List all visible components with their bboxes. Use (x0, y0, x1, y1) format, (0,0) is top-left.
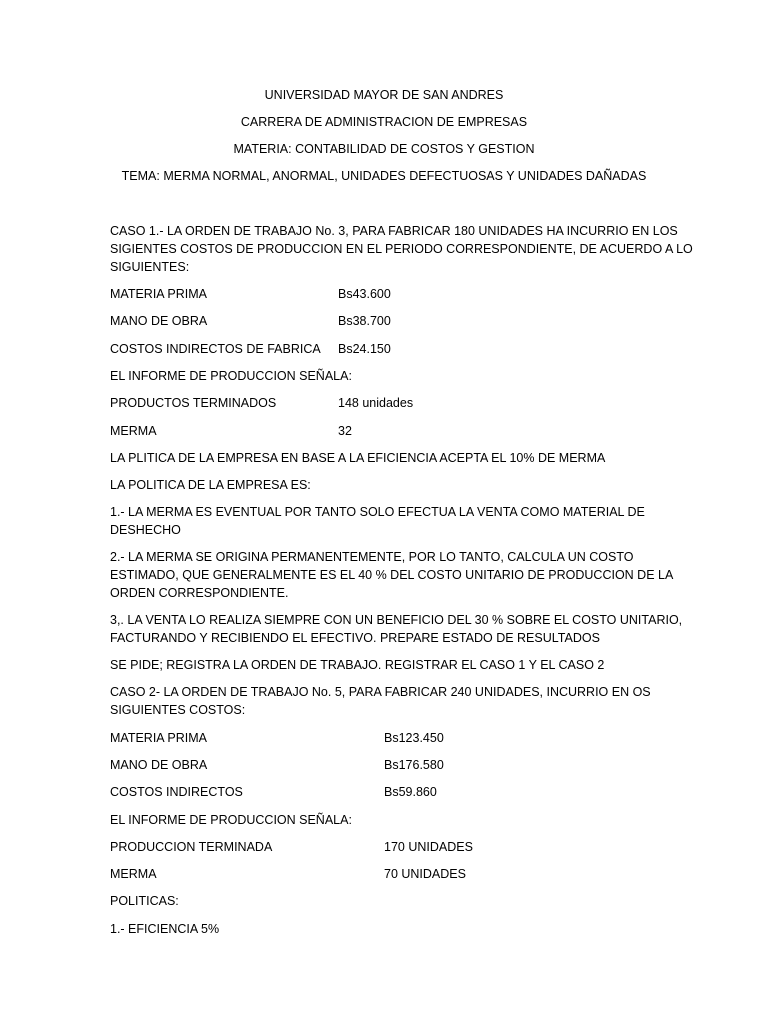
caso2-cost-value: Bs176.580 (384, 758, 444, 772)
caso1-policy2-line3: ORDEN CORRESPONDIENTE. (110, 586, 289, 600)
caso1-report-value: 148 unidades (338, 396, 414, 410)
caso1-policy1-line1: 1.- LA MERMA ES EVENTUAL POR TANTO SOLO EFECTUA LA VENTA COMO MATERIAL DE (110, 505, 645, 519)
caso2-report-title: EL INFORME DE PRODUCCION SEÑALA: (110, 813, 352, 827)
caso1-policy3-line2: FACTURANDO Y RECIBIENDO EL EFECTIVO. PREPARE ESTADO DE RESULTADOS (110, 631, 600, 645)
career-title: CARRERA DE ADMINISTRACION DE EMPRESAS (240, 115, 528, 129)
caso2-intro-line2: SIGUIENTES COSTOS: (110, 703, 246, 717)
caso1-request: SE PIDE; REGISTRA LA ORDEN DE TRABAJO. REGISTRAR EL CASO 1 Y EL CASO 2 (110, 658, 605, 672)
subject-title: MATERIA: CONTABILIDAD DE COSTOS Y GESTION (233, 142, 535, 156)
caso1-intro-line3: SIGUIENTES: (110, 260, 190, 274)
caso1-policy2-line1: 2.- LA MERMA SE ORIGINA PERMANENTEMENTE, POR LO TANTO, CALCULA UN COSTO (110, 550, 634, 564)
caso1-report-title: EL INFORME DE PRODUCCION SEÑALA: (110, 369, 352, 383)
caso1-cost-value: Bs43.600 (338, 287, 391, 301)
caso2-report-value: 70 UNIDADES (384, 867, 466, 881)
university-title: UNIVERSIDAD MAYOR DE SAN ANDRES (264, 88, 504, 102)
caso1-policy1-line2: DESHECHO (110, 523, 181, 537)
caso2-report-value: 170 UNIDADES (384, 840, 473, 854)
caso1-cost-value: Bs38.700 (338, 314, 391, 328)
caso1-cost-label: MANO DE OBRA (110, 314, 208, 328)
caso2-policy1: 1.- EFICIENCIA 5% (110, 922, 220, 936)
caso1-policy-title: LA POLITICA DE LA EMPRESA ES: (110, 478, 311, 492)
caso2-cost-label: MATERIA PRIMA (110, 731, 208, 745)
caso1-report-value: 32 (338, 424, 352, 438)
caso2-cost-label: MANO DE OBRA (110, 758, 208, 772)
caso1-cost-label: MATERIA PRIMA (110, 287, 208, 301)
topic-title: TEMA: MERMA NORMAL, ANORMAL, UNIDADES DEFECTUOSAS Y UNIDADES DAÑADAS (121, 169, 647, 183)
caso1-cost-value: Bs24.150 (338, 342, 391, 356)
caso2-intro-line1: CASO 2- LA ORDEN DE TRABAJO No. 5, PARA FABRICAR 240 UNIDADES, INCURRIO EN OS (110, 685, 651, 699)
caso2-cost-label: COSTOS INDIRECTOS (110, 785, 243, 799)
caso2-cost-value: Bs123.450 (384, 731, 444, 745)
caso2-policies-title: POLITICAS: (110, 894, 179, 908)
caso1-policy3-line1: 3,. LA VENTA LO REALIZA SIEMPRE CON UN BENEFICIO DEL 30 % SOBRE EL COSTO UNITARIO, (110, 613, 683, 627)
caso1-policy-efficiency: LA PLITICA DE LA EMPRESA EN BASE A LA EFICIENCIA ACEPTA EL 10% DE MERMA (110, 451, 606, 465)
caso2-report-label: PRODUCCION TERMINADA (110, 840, 273, 854)
caso1-report-label: PRODUCTOS TERMINADOS (110, 396, 277, 410)
caso2-report-label: MERMA (110, 867, 157, 881)
caso1-intro-line1: CASO 1.- LA ORDEN DE TRABAJO No. 3, PARA FABRICAR 180 UNIDADES HA INCURRIO EN LOS (110, 224, 678, 238)
caso1-policy2-line2: ESTIMADO, QUE GENERALMENTE ES EL 40 % DEL COSTO UNITARIO DE PRODUCCION DE LA (110, 568, 674, 582)
caso1-cost-label: COSTOS INDIRECTOS DE FABRICA (110, 342, 321, 356)
caso2-cost-value: Bs59.860 (384, 785, 437, 799)
caso1-report-label: MERMA (110, 424, 157, 438)
caso1-intro-line2: SIGIENTES COSTOS DE PRODUCCION EN EL PERIODO CORRESPONDIENTE, DE ACUERDO A LO (110, 242, 693, 256)
